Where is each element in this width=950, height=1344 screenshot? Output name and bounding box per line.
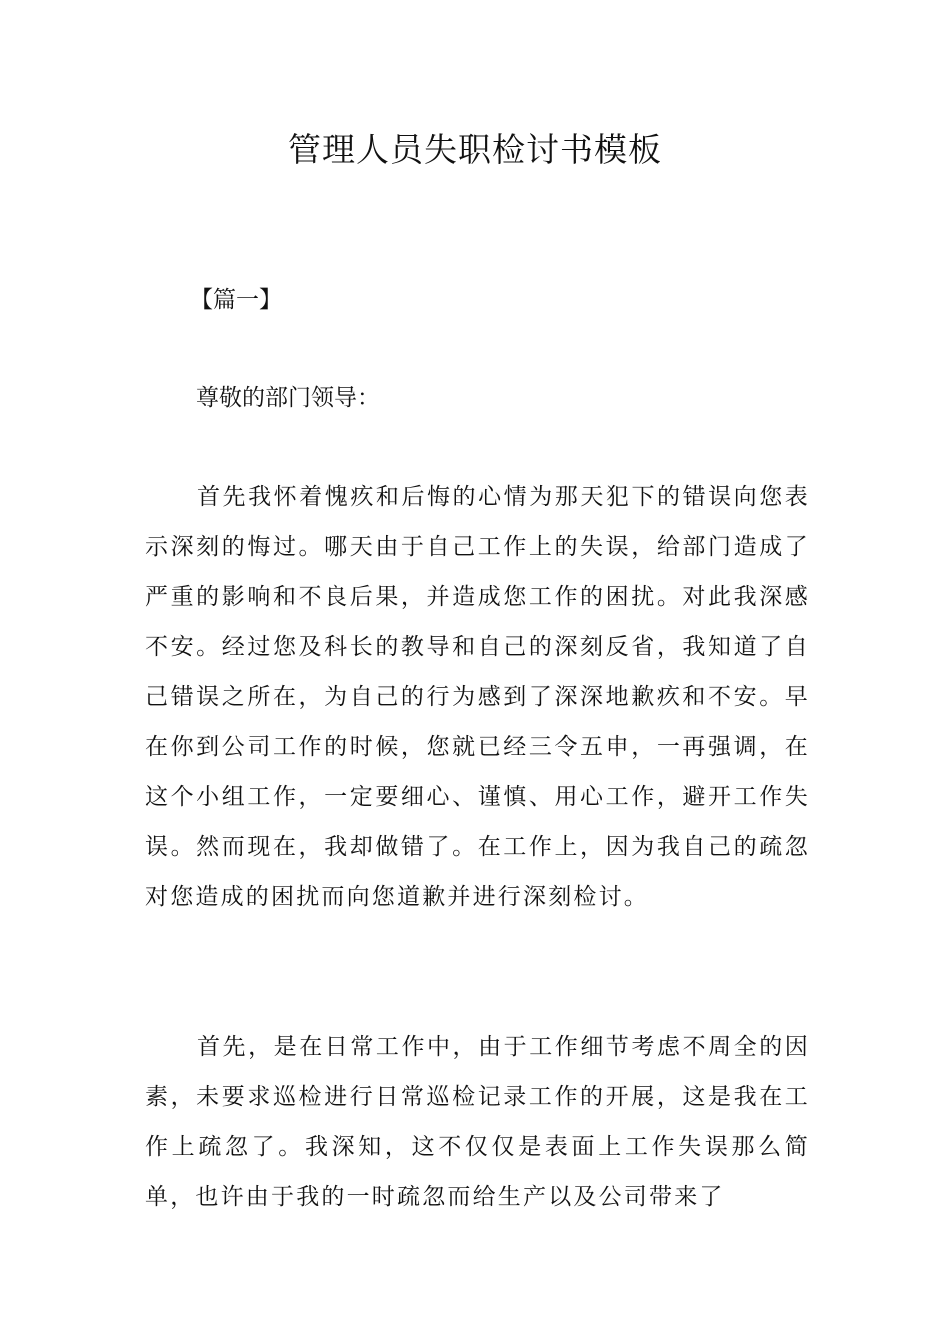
section-label: 【篇一】 — [190, 287, 282, 313]
salutation: 尊敬的部门领导： — [196, 385, 380, 411]
body-paragraph: 首先我怀着愧疚和后悔的心情为那天犯下的错误向您表示深刻的悔过。哪天由于自己工作上的失误，给部门造成了严重的影响和不良后果，并造成您工作的困扰。对此我深感不安。经过您及科长的教导和自己的深刻反省，我知道了自己错误之所在，为自己的行为感到了深深地歉疚和不安。早在你到公司工作的时候，您就已经三令五申，一再强调，在这个小组工作，一定要细心、谨慎、用心工作，避开工作失误。然而现在，我却做错了。在工作上，因为我自己的疏忽对您造成的困扰而向您道歉并进行深刻检讨。 — [145, 484, 810, 910]
document-title: 管理人员失职检讨书模板 — [288, 130, 662, 169]
body-paragraph: 首先，是在日常工作中，由于工作细节考虑不周全的因素，未要求巡检进行日常巡检记录工作的开展，这是我在工作上疏忽了。我深知，这不仅仅是表面上工作失误那么简单，也许由于我的一时疏忽而给生产以及公司带来了 — [145, 1034, 810, 1210]
